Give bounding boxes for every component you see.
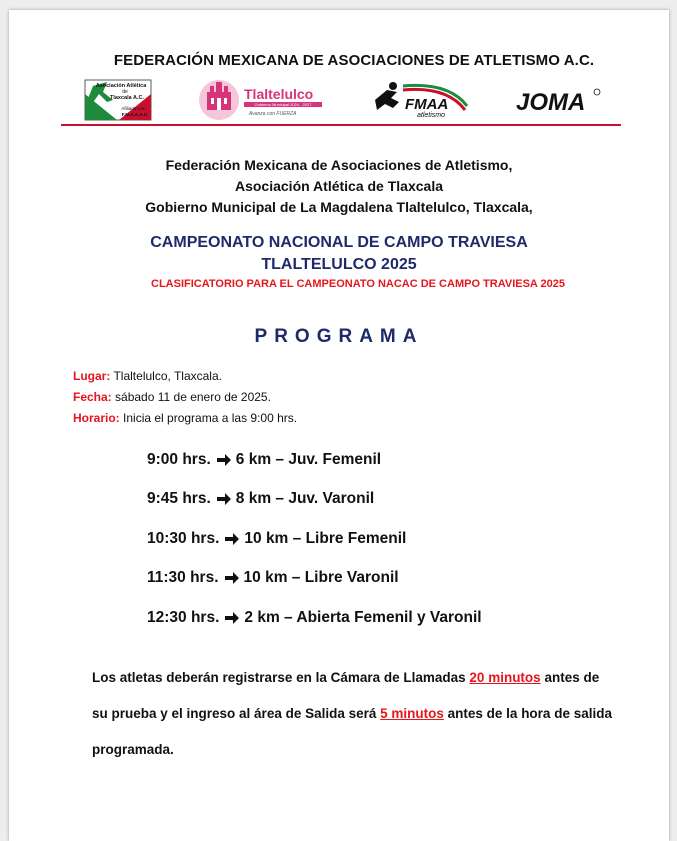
note-highlight-20min: 20 minutos [469, 670, 541, 685]
logo-strip [9, 78, 669, 128]
tlaxcala-logo-line4: Afiliada a la [121, 106, 145, 111]
schedule-event: 8 km – Juv. Varonil [235, 490, 375, 508]
tlaltelulco-logo-name: Tlaltelulco [244, 86, 314, 102]
fmaa-logo-name: FMAA [405, 96, 449, 113]
arrow-right-icon [216, 492, 232, 506]
tlaltelulco-logo [199, 78, 331, 124]
info-lugar [73, 366, 297, 387]
arrow-right-icon [224, 611, 240, 625]
tlaxcala-logo-line3: Tlaxcala A.C. [109, 95, 145, 101]
schedule-event: 10 km – Libre Femenil [244, 529, 407, 547]
event-subtitle: CLASIFICATORIO PARA EL CAMPEONATO NACAC DE CAMPO TRAVIESA 2025 [151, 278, 565, 290]
note-highlight-5min: 5 minutos [380, 706, 444, 721]
event-title-line2: TLALTELULCO 2025 [261, 256, 417, 273]
horario-value: Inicia el programa a las 9:00 hrs. [123, 411, 298, 425]
schedule-row [147, 559, 482, 599]
joma-logo-name: JOMA [516, 89, 586, 116]
schedule-time: 12:30 hrs. [147, 608, 220, 626]
joma-logo [514, 84, 602, 118]
note-part1: Los atletas deberán registrarse en la Cámara de Llamadas [92, 670, 470, 685]
programa-heading: PROGRAMA [254, 326, 424, 347]
tlaxcala-logo-line5: F.M.A.A.A.C. [121, 112, 149, 117]
organizer-line: Gobierno Municipal de La Magdalena Tlaltelulco, Tlaxcala, [145, 199, 533, 215]
note-part2: antes de su prueba y el ingreso al área de Salida será [92, 670, 600, 721]
schedule-time: 10:30 hrs. [147, 529, 220, 547]
schedule-list [147, 440, 482, 638]
schedule-row [147, 440, 482, 480]
fecha-value: sábado 11 de enero de 2025. [115, 390, 271, 404]
horario-label: Horario: [73, 411, 120, 425]
document-page [9, 10, 669, 841]
tlaltelulco-logo-sub: Gobierno Municipal 2024 - 2027 [254, 102, 312, 107]
schedule-time: 9:00 hrs. [147, 450, 211, 468]
organizers-block [9, 155, 669, 218]
event-info [73, 366, 297, 429]
schedule-row [147, 480, 482, 520]
schedule-time: 9:45 hrs. [147, 490, 211, 508]
tlaxcala-logo-line1: Asociación Atlética [95, 83, 147, 89]
tlaxcala-association-logo [77, 78, 153, 122]
schedule-row [147, 598, 482, 638]
lugar-value: Tlaltelulco, Tlaxcala. [113, 369, 222, 383]
schedule-time: 11:30 hrs. [147, 569, 219, 587]
registration-note [92, 660, 612, 768]
lugar-label: Lugar: [73, 369, 111, 383]
organizer-line: Federación Mexicana de Asociaciones de Atletismo, [165, 157, 513, 173]
info-horario [73, 408, 297, 429]
info-fecha [73, 387, 297, 408]
header-divider [61, 124, 621, 126]
event-title [9, 232, 669, 276]
fmaa-logo-sub: atletismo [417, 112, 446, 119]
tlaltelulco-logo-tagline: Avanza con FUERZA [249, 111, 297, 117]
fecha-label: Fecha: [73, 390, 112, 404]
fmaa-atletismo-logo [369, 80, 469, 120]
schedule-event: 2 km – Abierta Femenil y Varonil [244, 608, 482, 626]
arrow-right-icon [216, 453, 232, 467]
arrow-right-icon [224, 532, 240, 546]
schedule-row [147, 519, 482, 559]
federation-header: FEDERACIÓN MEXICANA DE ASOCIACIONES DE ATLETISMO A.C. [113, 52, 595, 69]
event-title-line1: CAMPEONATO NACIONAL DE CAMPO TRAVIESA [150, 234, 528, 251]
note-part3: antes de la hora de salida programada. [92, 706, 612, 757]
schedule-event: 10 km – Libre Varonil [243, 569, 399, 587]
tlaxcala-logo-line2: de [122, 89, 128, 95]
arrow-right-icon [224, 571, 240, 585]
schedule-event: 6 km – Juv. Femenil [235, 450, 382, 468]
organizer-line: Asociación Atlética de Tlaxcala [234, 178, 443, 194]
